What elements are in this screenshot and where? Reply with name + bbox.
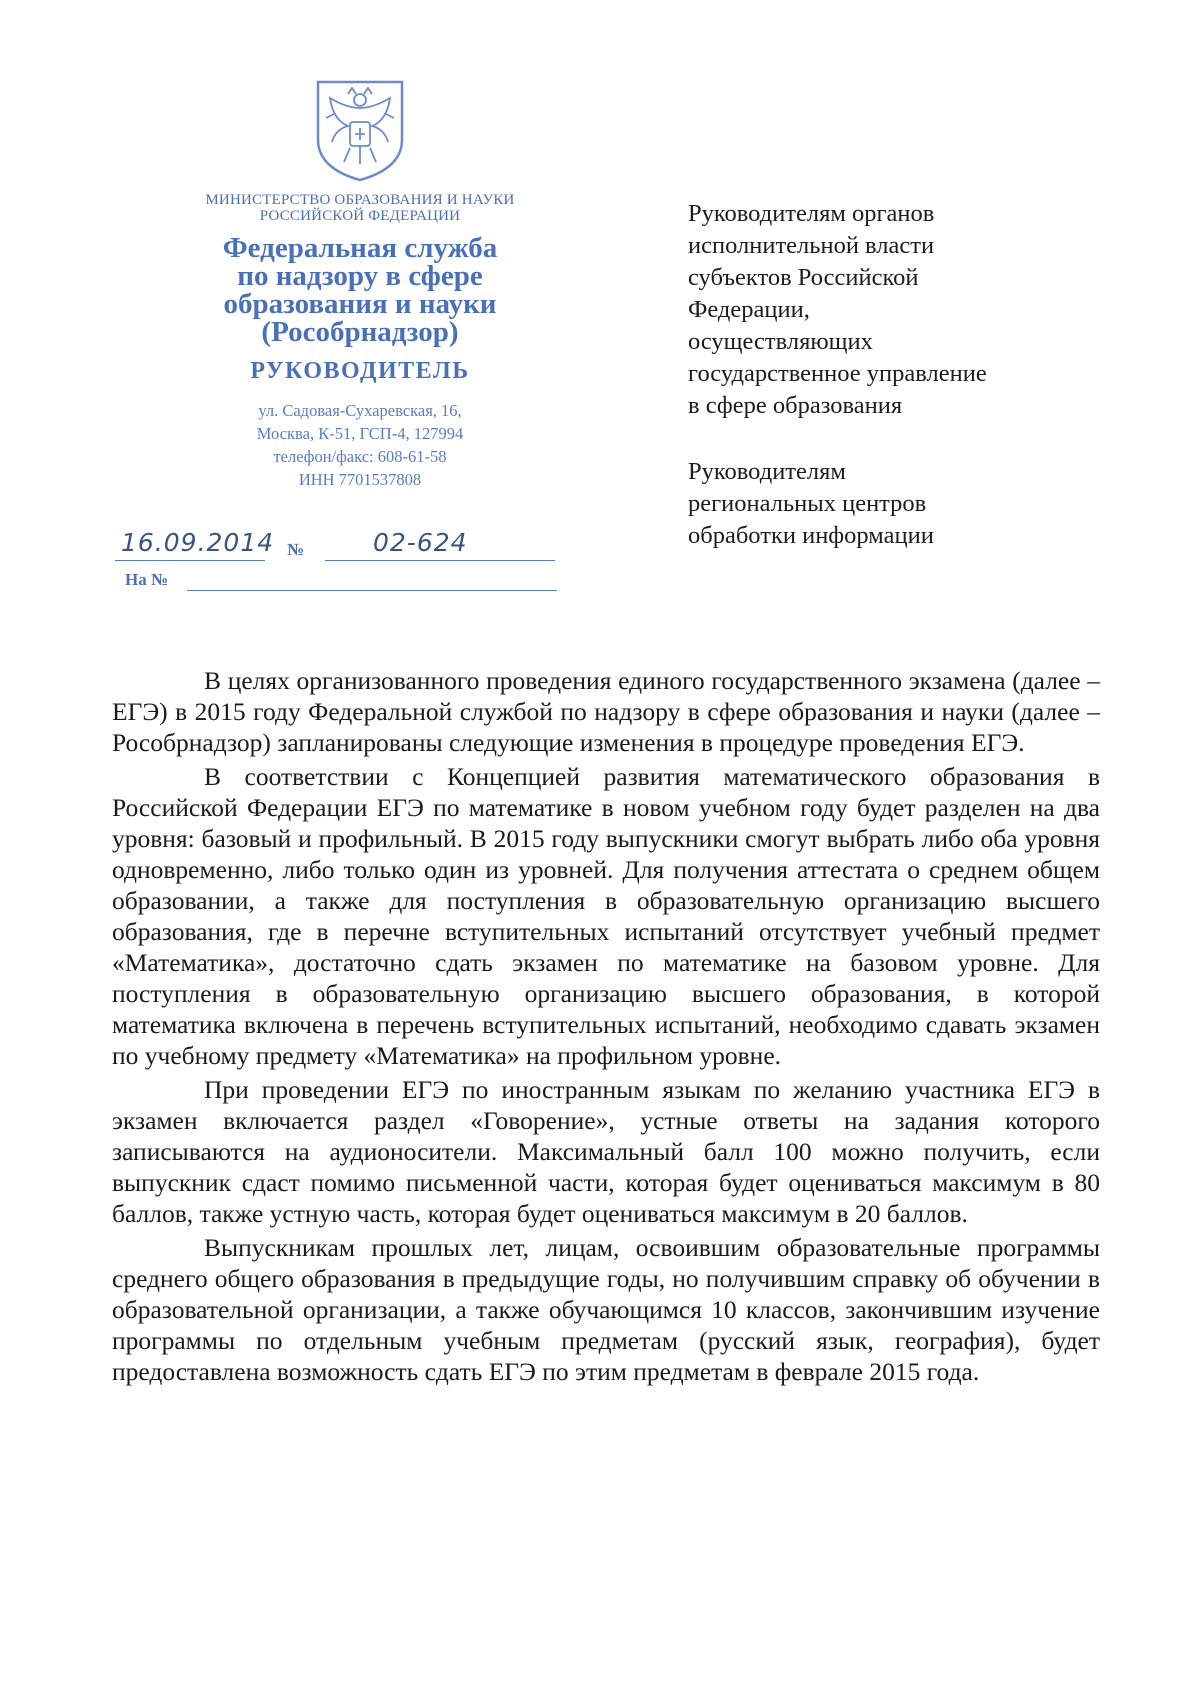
addressee-regional-centers (688, 456, 1048, 552)
registration-number: 02-624 (373, 528, 468, 557)
addressee-line: исполнительной власти (688, 232, 935, 259)
date-underline (115, 560, 265, 561)
addressee-line: осуществляющих (688, 328, 873, 355)
reference-row (125, 570, 555, 596)
phone-fax: телефон/факс: 608-61-58 (273, 447, 447, 466)
body-paragraph-3: При проведении ЕГЭ по иностранным языкам по желанию участника ЕГЭ в экзамен включается раздел «Говорение», устные ответы на задания которого записываются на аудионосители. Максимальный балл 100 можно получить, если выпускник сдаст помимо письменной части, которая будет оцениваться максимум в 80 баллов, также устную часть, которая будет оцениваться максимум в 20 баллов. (112, 1075, 1100, 1228)
body-paragraph-2: В соответствии с Концепцией развития математического образования в Российской Федерации ЕГЭ по математике в новом учебном году будет разделен на два уровня: базовый и профильный. В 2015 году выпускники смогут выбрать либо оба уровня одновременно, либо только один из уровней. Для получения аттестата о среднем общем образовании, а также для поступления в образовательную организацию высшего образования, где в перечне вступительных испытаний отсутствует учебный предмет «Математика», достаточно сдать экзамен по математике на базовом уровне. Для поступления в образовательную организацию высшего образования, в которой математика включена в перечень вступительных испытаний, необходимо сдавать экзамен по учебному предмету «Математика» на профильном уровне. (112, 762, 1100, 1070)
reference-underline (187, 590, 557, 591)
addressee-line: Федерации, (688, 296, 810, 323)
registration-row (115, 528, 555, 564)
registration-date: 16.09.2014 (121, 528, 275, 557)
service-line-3: образования и науки (223, 288, 497, 320)
service-line-4: (Рособрнадзор) (261, 316, 459, 348)
signatory-position: РУКОВОДИТЕЛЬ (250, 358, 470, 384)
service-line-1: Федеральная служба (222, 232, 498, 264)
addressee-line: в сфере образования (688, 392, 903, 419)
reference-label: На № (125, 570, 169, 589)
address-line-2: Москва, К-51, ГСП-4, 127994 (256, 424, 464, 443)
ministry-line-1: МИНИСТЕРСТВО ОБРАЗОВАНИЯ И НАУКИ (205, 192, 515, 208)
addressee-executive-authorities (688, 198, 1048, 422)
coat-of-arms-icon (310, 78, 410, 182)
body-paragraph-4: Выпускникам прошлых лет, лицам, освоившим образовательные программы среднего общего образования в предыдущие годы, но получившим справку об обучении в образовательной организации, а также обучающимся 10 классов, закончившим изучение программы по отдельным учебным предметам (русский язык, география), будет предоставлена возможность сдать ЕГЭ по этим предметам в феврале 2015 года. (112, 1233, 1100, 1386)
number-label: № (287, 540, 305, 559)
service-name (160, 234, 560, 346)
service-line-2: по надзору в сфере (237, 260, 483, 292)
addressee-line: государственное управление (688, 360, 987, 387)
letterhead (160, 78, 560, 491)
number-underline (325, 560, 555, 561)
ministry-name (160, 192, 560, 224)
address-block (160, 399, 560, 491)
addressee-line: Руководителям органов (688, 200, 935, 227)
addressee-line: Руководителям (688, 458, 846, 485)
addressee-line: обработки информации (688, 522, 934, 549)
ministry-line-2: РОССИЙСКОЙ ФЕДЕРАЦИИ (259, 208, 461, 224)
letter-body (112, 665, 1100, 1390)
inn: ИНН 7701537808 (298, 470, 422, 489)
address-line-1: ул. Садовая-Сухаревская, 16, (258, 401, 462, 420)
addressee-line: субъектов Российской (688, 264, 919, 291)
addressee-line: региональных центров (688, 490, 927, 517)
body-paragraph-1: В целях организованного проведения единого государственного экзамена (далее – ЕГЭ) в 2015 году Федеральной службой по надзору в сфере образования и науки (далее – Рособрнадзор) запланированы следующие изменения в процедуре проведения ЕГЭ. (112, 666, 1100, 757)
